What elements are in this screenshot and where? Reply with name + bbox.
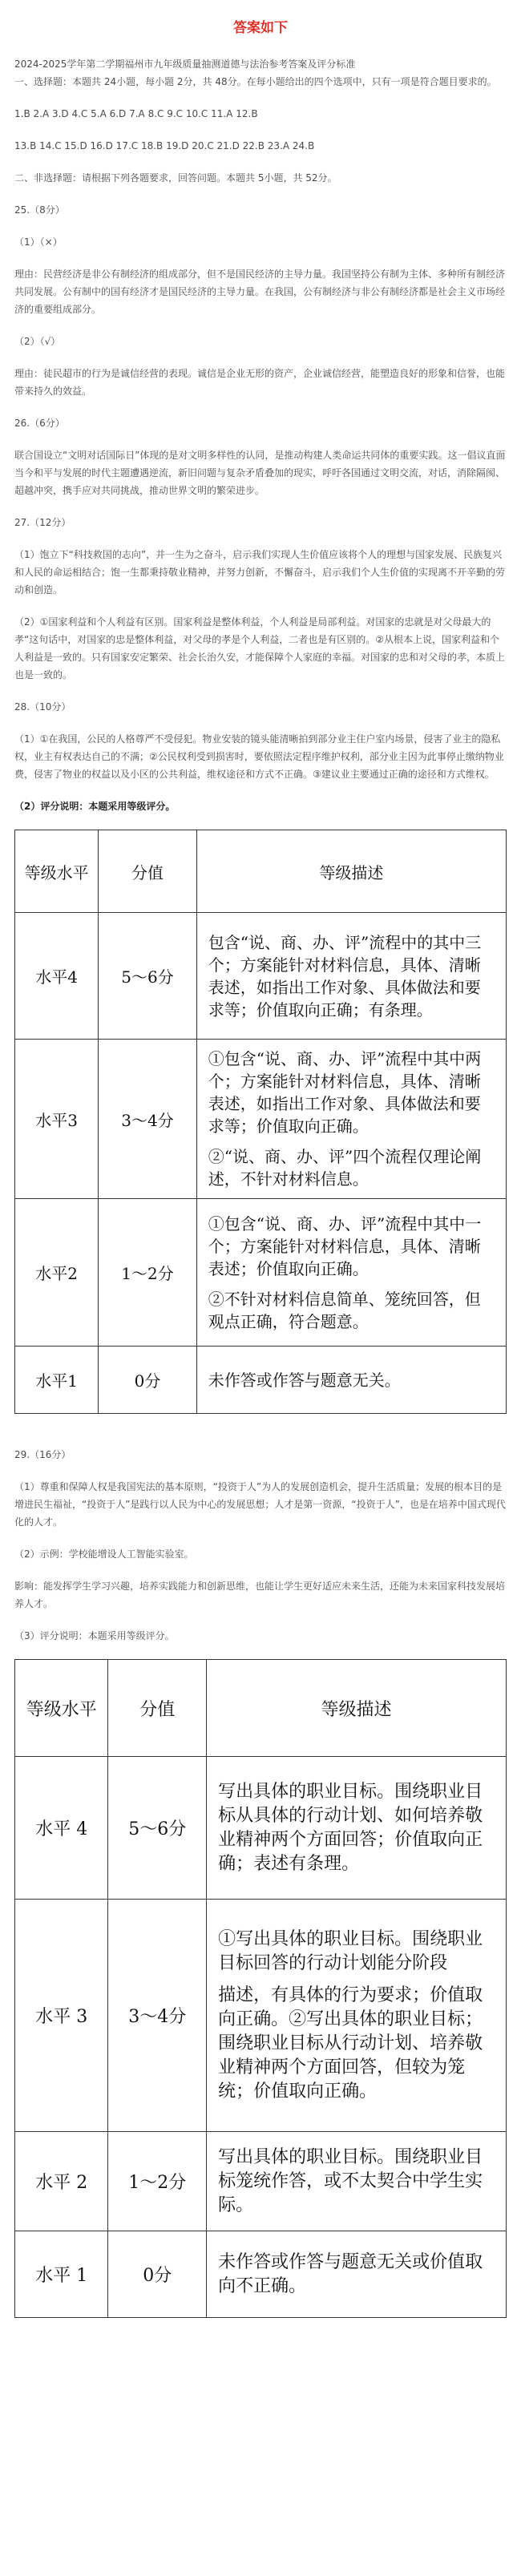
header-score: 分值 — [108, 1660, 207, 1757]
table-row — [15, 1757, 507, 1900]
row-desc: 写出具体的职业目标。围绕职业目标从具体的行动计划、如何培养敬业精神两个方面回答；价值取向正确；表述有条理。 — [207, 1757, 507, 1900]
row-score: 3～4分 — [108, 1900, 207, 2132]
row-score: 0分 — [108, 2231, 207, 2318]
q25-heading: 25.（8分） — [14, 204, 65, 216]
row-desc: ①写出具体的职业目标。围绕职业目标回答的行动计划能分阶段 描述，有具体的行为要求；价值取向正确。②写出具体的职业目标；围绕职业目标从行动计划、培养敬业精神两个方面回答，但较为笼统；价值取向正确。 — [207, 1900, 507, 2132]
q27-s1: （1）饱立下“科技救国的志向”，并一生为之奋斗，启示我们实现人生价值应该将个人的理想与国家发展、民族复兴和人民的命运相结合；饱一生都秉持敬业精神，并努力创新，不懈奋斗，启示我们个人生价值的实现离不开辛勤的劳动和创造。 — [14, 549, 506, 596]
table-row — [15, 1347, 507, 1414]
part2-instruction: 二、非选择题：请根据下列各题要求，回答问题。本题共 5小题，共 52分。 — [14, 172, 337, 184]
header-score: 分值 — [99, 830, 197, 913]
part1-instruction: 一、选择题：本题共 24小题，每小题 2分，共 48分。在每小题给出的四个选项中，只有一项是符合题目要求的。 — [14, 76, 497, 87]
table-row — [15, 1900, 507, 2132]
row-score: 0分 — [99, 1347, 197, 1414]
row-desc: ①包含“说、商、办、评”流程中其中一个；方案能针对材料信息，具体、清晰表述；价值取向正确。 ②不针对材料信息简单、笼统回答，但观点正确，符合题意。 — [196, 1199, 506, 1347]
q29-s1: （1）尊重和保障人权是我国宪法的基本原则，“投资于人”为人的发展创造机会，提升生活质量；发展的根本目的是增进民生福祉，“投资于人”是践行以人民为中心的发展思想；人才是第一资源，“投资于人”，也是在培养中国式现代化的人才。 — [14, 1481, 506, 1528]
q29-grading-table — [14, 1659, 507, 2318]
q28-grading-table — [14, 830, 507, 1414]
row-level: 水平 2 — [15, 2132, 108, 2231]
q25-s2-reason: 理由：徒民超市的行为是诚信经营的表现。诚信是企业无形的资产，企业诚信经营，能塑造良好的形象和信誉，也能带来持久的效益。 — [14, 368, 506, 397]
table-row — [15, 2231, 507, 2318]
q27-heading: 27.（12分） — [14, 517, 71, 528]
header-level: 等级水平 — [15, 830, 99, 913]
row-score: 1～2分 — [99, 1199, 197, 1347]
row-score: 3～4分 — [99, 1040, 197, 1199]
q27-s2: （2）①国家利益和个人利益有区别。国家利益是整体利益，个人利益是局部利益。对国家的忠就是对父母最大的孝“这句话中，对国家的忠是整体利益，对父母的孝是个人利益，二者也是有区别的。②从根本上说，国家利益和个人利益是一致的。只有国家安定繁荣、社会长治久安，才能保障个人家庭的幸福。对国家的忠和对父母的孝，本质上也是一致的。 — [14, 616, 506, 680]
page-title: 答案如下 — [233, 20, 288, 36]
q25-s1-mark: （1）（×） — [14, 236, 63, 248]
row-level: 水平 4 — [15, 1757, 108, 1900]
q29-heading: 29.（16分） — [14, 1449, 71, 1460]
row-level: 水平2 — [15, 1199, 99, 1347]
row-score: 5～6分 — [108, 1757, 207, 1900]
row-level: 水平4 — [15, 913, 99, 1040]
q29-s3-label: （3）评分说明：本题采用等级评分。 — [14, 1630, 175, 1641]
header-level: 等级水平 — [15, 1660, 108, 1757]
table-row — [15, 2132, 507, 2231]
header-desc: 等级描述 — [196, 830, 506, 913]
q26-answer: 联合国设立“文明对话国际日”体现的是对文明多样性的认同，是推动构建人类命运共同体的重要实践。这一倡议直面当今和平与发展的时代主题遭遇逆流，新旧问题与复杂矛盾叠加的现实，呼吁各国通过文明交流，对话，消除隔阂、超越冲突，携手应对共同挑战，推动世界文明的繁荣进步。 — [14, 450, 506, 496]
row-desc: 写出具体的职业目标。围绕职业目标笼统作答，或不太契合中学生实际。 — [207, 2132, 507, 2231]
answers-row-2: 13.B 14.C 15.D 16.D 17.C 18.B 19.D 20.C 21.D 22.B 23.A 24.B — [14, 140, 315, 151]
row-score: 1～2分 — [108, 2132, 207, 2231]
doc-intro — [14, 55, 507, 91]
q28-heading: 28.（10分） — [14, 701, 71, 713]
row-desc: 包含“说、商、办、评”流程中的其中三个；方案能针对材料信息，具体、清晰表述，如指出工作对象、具体做法和要求等；价值取向正确；有条理。 — [196, 913, 506, 1040]
table-header-row — [15, 830, 507, 913]
table-header-row — [15, 1660, 507, 1757]
row-desc: ①包含“说、商、办、评”流程中其中两个；方案能针对材料信息，具体、清晰表述，如指出工作对象、具体做法和要求等；价值取向正确。 ②“说、商、办、评”四个流程仅理论阐述，不针对材料信息。 — [196, 1040, 506, 1199]
q28-s1: （1）①在我国，公民的人格尊严不受侵犯。物业安装的镜头能清晰拍到部分业主住户室内场景，侵害了业主的隐私权，业主有权表达自己的不满；②公民权利受到损害时，要依照法定程序维护权利，部分业主因为此事停止缴纳物业费，侵害了物业的权益以及小区的公共利益，维权途径和方式不正确。③建议业主要通过正确的途径和方式维权。 — [14, 733, 504, 780]
q25-s1-reason: 理由：民营经济是非公有制经济的组成部分，但不是国民经济的主导力量。我国坚持公有制为主体、多种所有制经济共同发展。公有制中的国有经济才是国民经济的主导力量。在我国，公有制经济与非公有制经济都是社会主义市场经济的重要组成部分。 — [14, 269, 506, 315]
q26-heading: 26.（6分） — [14, 418, 65, 429]
row-level: 水平 3 — [15, 1900, 108, 2132]
doc-intro-title: 2024-2025学年第二学期福州市九年级质量抽测道德与法治参考答案及评分标准 — [14, 59, 356, 70]
q28-s2-label: （2）评分说明：本题采用等级评分。 — [14, 801, 176, 812]
table-row — [15, 913, 507, 1040]
table-row — [15, 1040, 507, 1199]
row-desc: 未作答或作答与题意无关。 — [196, 1347, 506, 1414]
q29-s2-example: （2）示例：学校能增设人工智能实验室。 — [14, 1548, 194, 1560]
answers-row-1: 1.B 2.A 3.D 4.C 5.A 6.D 7.A 8.C 9.C 10.C 11.A 12.B — [14, 108, 258, 119]
row-level: 水平 1 — [15, 2231, 108, 2318]
row-level: 水平1 — [15, 1347, 99, 1414]
row-desc: 未作答或作答与题意无关或价值取向不正确。 — [207, 2231, 507, 2318]
row-score: 5～6分 — [99, 913, 197, 1040]
q29-s2-impact: 影响：能发挥学生学习兴趣，培养实践能力和创新思维，也能让学生更好适应未来生活，还能为未来国家科技发展培养人才。 — [14, 1581, 506, 1609]
table-row — [15, 1199, 507, 1347]
header-desc: 等级描述 — [207, 1660, 507, 1757]
q25-s2-mark: （2）（√） — [14, 336, 61, 347]
row-level: 水平3 — [15, 1040, 99, 1199]
